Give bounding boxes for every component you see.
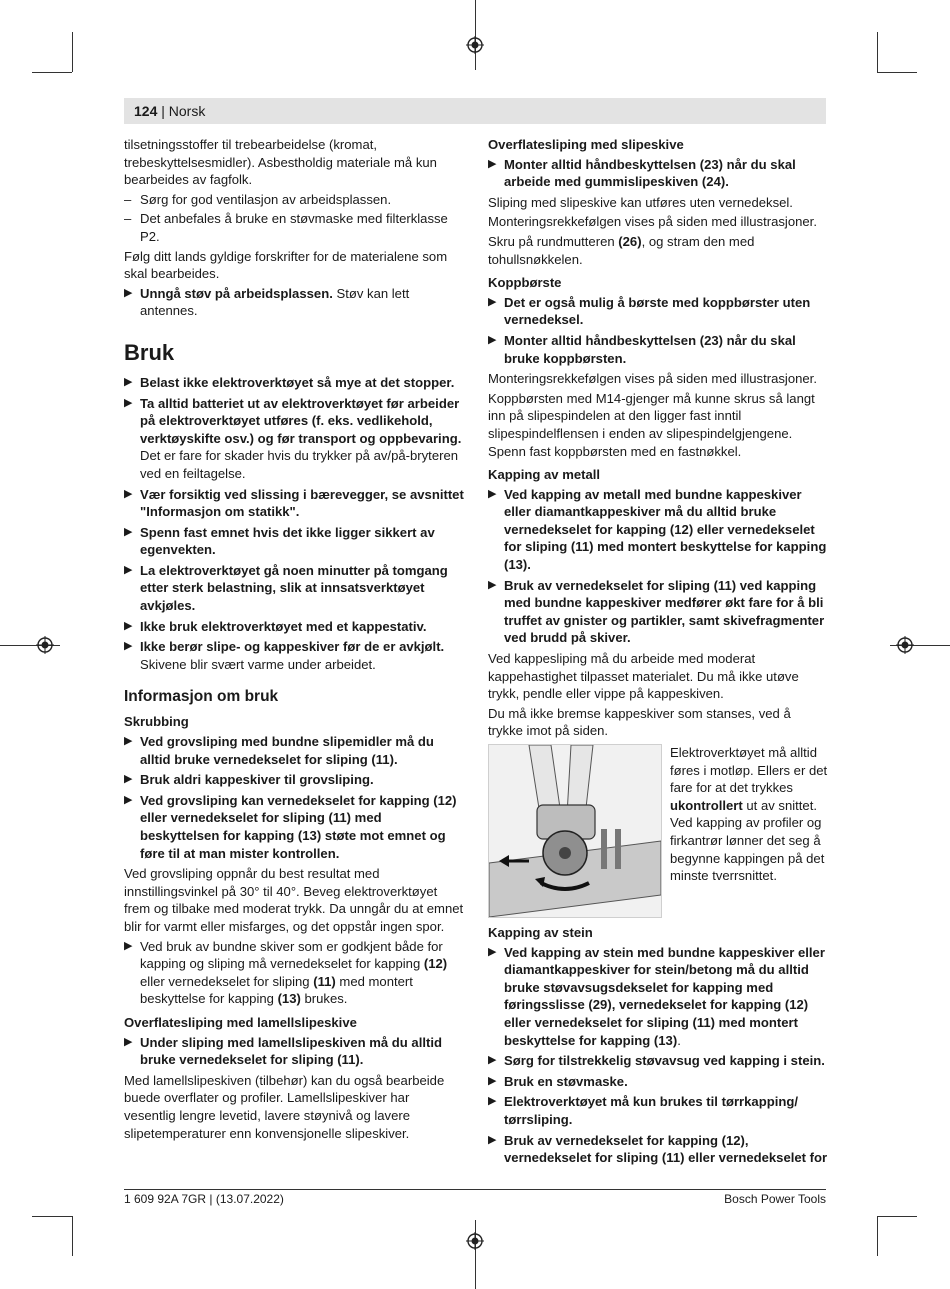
ref-number: (11): [313, 973, 336, 989]
warning-item: [124, 285, 464, 320]
warning-bold: Unngå støv på arbeidsplassen.: [140, 285, 333, 301]
crop-mark: [877, 1216, 917, 1217]
registration-mark-icon: [466, 1232, 484, 1250]
dash-mark: –: [124, 211, 132, 227]
crop-mark: [32, 1216, 72, 1217]
page-header-band: [124, 98, 826, 124]
footer-rule: [124, 1189, 826, 1190]
warning-item: [124, 562, 464, 615]
crop-mark: [475, 1220, 476, 1289]
left-column: [124, 136, 464, 1144]
warning-text: Belast ikke elektroverktøyet så mye at det stopper.: [140, 374, 455, 390]
warning-item: [488, 486, 828, 574]
bullet-icon: ▶: [124, 563, 133, 576]
warning-bold: Ta alltid batteriet ut av elektroverktøyet før arbeider på elektroverktøyet utføres (f. eks. vedlikehold, verktøyskifte osv.) og før transport og oppbevaring.: [140, 395, 462, 446]
warning-text: Ikke bruk elektroverktøyet med et kappestativ.: [140, 618, 427, 634]
warning-text: Ved grovsliping kan vernedekselet for kapping (12) eller vernedekselet for sliping (11) med beskyttelsen for kapping (13) støte mot emnet og føre til at man mister kontrollen.: [140, 792, 457, 861]
bullet-icon: ▶: [488, 1133, 497, 1146]
warning-text: Det er også mulig å børste med koppbørster uten vernedeksel.: [504, 294, 811, 328]
bullet-icon: ▶: [488, 487, 497, 500]
warning-item: [488, 1052, 828, 1070]
warning-text: Bruk av vernedekselet for sliping (11) ved kapping med bundne kappeskiver medfører økt fare for å bli truffet av gnister og partikler, samt skivefragmenter ved brudd på skiver.: [504, 577, 825, 646]
figure-row: [488, 744, 828, 918]
bullet-icon: ▶: [124, 773, 133, 786]
subheading-lamell: Overflatesliping med lamellslipeskive: [124, 1014, 357, 1030]
ref-number: (13): [277, 991, 301, 1007]
warning-item: [488, 1132, 828, 1167]
warning-text: Elektroverktøyet må kun brukes til tørrkapping/ tørrsliping.: [504, 1094, 798, 1127]
bullet-icon: ▶: [488, 578, 497, 591]
info-item: [124, 938, 464, 1008]
warning-text: Det er fare for skader hvis du trykker på av/på-bryteren ved en feiltagelse.: [140, 448, 459, 481]
warning-item: [488, 1093, 828, 1128]
warning-text: Ved kapping av metall med bundne kappeskiver eller diamantkappeskiver må du alltid bruke vernedekselet for kapping (12) eller vernedekselet for sliping (11) med montert beskyttelse for kapping (13).: [504, 486, 827, 573]
dash-text: Sørg for god ventilasjon av arbeidsplassen.: [140, 191, 392, 207]
warning-item: [488, 577, 828, 647]
bullet-icon: ▶: [124, 619, 133, 632]
warning-text: La elektroverktøyet gå noen minutter på tomgang etter sterk belastning, slik at innsatsverktøyet avkjøles.: [140, 562, 448, 614]
bullet-icon: ▶: [124, 1035, 133, 1048]
paragraph: Følg ditt lands gyldige forskrifter for de materialene som skal bearbeides.: [124, 248, 448, 282]
bullet-icon: ▶: [124, 939, 133, 952]
dash-item: [124, 210, 464, 245]
paragraph: Du må ikke bremse kappeskiver som stanses, ved å trykke imot på siden.: [488, 705, 791, 739]
info-text: Ved bruk av bundne skiver som er godkjent både for kapping og sliping må vernedekselet for kapping: [140, 938, 443, 972]
warning-item: [124, 638, 464, 673]
paragraph: Ved kappesliping må du arbeide med moderat kappehastighet tilpasset materialet. Du må ikke utøve trykk, pendle eller vippe på kappeskiven.: [488, 651, 799, 702]
cutting-illustration: [488, 744, 662, 918]
bullet-icon: ▶: [124, 793, 133, 806]
warning-text: Under sliping med lamellslipeskiven må du alltid bruke vernedekselet for sliping (11).: [140, 1034, 442, 1068]
crop-mark: [32, 72, 72, 73]
warning-item: [124, 618, 464, 636]
warning-text: Sørg for tilstrekkelig støvavsug ved kapping i stein.: [504, 1053, 825, 1069]
bullet-icon: ▶: [488, 1074, 497, 1087]
page-header: [134, 103, 205, 119]
subheading-skrubbing: Skrubbing: [124, 714, 189, 730]
paragraph: Ved grovsliping oppnår du best resultat med innstillingsvinkel på 30° til 40°. Beveg elektroverktøyet frem og tilbake med moderat trykk. Da unngår du at emnet blir for varmt eller misfarges, og det oppstår ingen spor.: [124, 866, 464, 934]
bullet-icon: ▶: [488, 1095, 497, 1108]
warning-text: Bruk aldri kappeskiver til grovsliping.: [140, 772, 374, 788]
warning-text: Monter alltid håndbeskyttelsen (23) når du skal arbeide med gummislipeskiven (24).: [504, 156, 796, 190]
warning-item: [124, 792, 464, 862]
crop-mark: [877, 32, 878, 72]
paragraph: Monteringsrekkefølgen vises på siden med illustrasjoner.: [488, 214, 817, 230]
dash-mark: –: [124, 191, 132, 207]
bullet-icon: ▶: [124, 396, 133, 409]
crop-mark: [72, 32, 73, 72]
bullet-icon: ▶: [124, 375, 133, 388]
warning-item: [124, 733, 464, 768]
crop-mark: [877, 1216, 878, 1256]
right-column: [488, 136, 828, 1170]
crop-mark: [475, 0, 476, 70]
dash-text: Det anbefales å bruke en støvmaske med filterklasse P2.: [140, 211, 448, 244]
subheading-stein: Kapping av stein: [488, 925, 593, 940]
crop-mark: [72, 1216, 73, 1256]
bullet-icon: ▶: [124, 735, 133, 748]
warning-bold: Ved kapping av stein med bundne kappeskiver eller diamantkappeskiver for stein/betong må du alltid bruke støvavsugsdekselet for kapping med føringsslisse (29), vernedekselet for kapping (12) eller vernedekselet for sliping (11) med montert beskyttelse for kapping (13): [504, 944, 825, 1048]
registration-mark-icon: [36, 636, 54, 654]
info-text: med montert beskyttelse for kapping: [140, 973, 413, 1007]
info-text: brukes.: [300, 991, 348, 1007]
warning-item: [488, 332, 828, 367]
info-text: eller vernedekselet for sliping: [140, 973, 314, 989]
subheading-metall: Kapping av metall: [488, 467, 601, 483]
warning-item: [124, 771, 464, 789]
text: Elektroverktøyet må alltid føres i motløp. Ellers er det fare for at det trykkes: [670, 745, 828, 796]
warning-text: Ved grovsliping med bundne slipemidler må du alltid bruke vernedekselet for sliping (11).: [140, 734, 434, 767]
warning-item: [124, 486, 464, 521]
paragraph: Sliping med slipeskive kan utføres uten vernedeksel.: [488, 194, 793, 210]
warning-text: Monter alltid håndbeskyttelsen (23) når du skal bruke koppbørsten.: [504, 332, 796, 366]
section-heading-bruk: Bruk: [124, 339, 175, 365]
warning-item: [124, 524, 464, 559]
bullet-icon: ▶: [488, 333, 497, 346]
bullet-icon: ▶: [124, 487, 133, 500]
header-language: Norsk: [168, 103, 206, 119]
warning-text: Bruk av vernedekselet for kapping (12), vernedekselet for sliping (11) eller vernedekselet for: [504, 1132, 828, 1166]
crop-mark: [877, 72, 917, 73]
registration-mark-icon: [896, 636, 914, 654]
text: Skru på rundmutteren: [488, 233, 619, 249]
warning-item: [488, 1073, 828, 1091]
warning-item: [488, 156, 828, 191]
registration-mark-icon: [466, 36, 484, 54]
warning-item: [488, 294, 828, 329]
paragraph: Koppbørsten med M14-gjenger må kunne skrus så langt inn på slipespindelen at den ligger fast inntil slipespindelflensen i enden av slipespindelgjengene. Spenn fast koppbørsten med en fastnøkkel.: [488, 390, 815, 459]
figure-caption: [670, 744, 828, 918]
text: ut av snittet. Ved kapping av profiler og firkantrør lønner det seg å begynne kappingen på det minste tverrsnittet.: [670, 797, 825, 884]
bullet-icon: ▶: [124, 640, 133, 653]
warning-text: Skivene blir svært varme under arbeidet.: [140, 656, 376, 672]
paragraph: [488, 233, 828, 268]
bullet-icon: ▶: [488, 1054, 497, 1067]
dash-item: [124, 191, 464, 209]
bullet-icon: ▶: [124, 286, 133, 299]
warning-text: .: [677, 1032, 681, 1048]
warning-item: [488, 944, 828, 1050]
bullet-icon: ▶: [488, 295, 497, 308]
warning-text: Vær forsiktig ved slissing i bærevegger, se avsnittet "Informasjon om statikk".: [140, 486, 464, 520]
warning-bold: Ikke berør slipe- og kappeskiver før de er avkjølt.: [140, 639, 445, 655]
warning-item: [124, 374, 464, 392]
bullet-icon: ▶: [488, 157, 497, 170]
paragraph: Monteringsrekkefølgen vises på siden med illustrasjoner.: [488, 371, 817, 387]
subheading-overflate: Overflatesliping med slipeskive: [488, 137, 684, 152]
text: , og stram den med tohullsnøkkelen.: [488, 233, 755, 267]
header-separator: |: [157, 103, 169, 119]
warning-text: Støv kan lett antennes.: [140, 285, 410, 319]
warning-text: Bruk en støvmaske.: [504, 1073, 628, 1089]
ref-number: (26): [618, 233, 642, 249]
paragraph: tilsetningsstoffer til trebearbeidelse (kromat, trebeskyttelsesmidler). Asbestholdig materiale må kun bearbeides av fagfolk.: [124, 137, 437, 188]
ref-number: (12): [423, 956, 448, 972]
paragraph: Med lamellslipeskiven (tilbehør) kan du også bearbeide buede overflater og profiler. Lamellslipeskiver har vesentlig lengre levetid, lavere støynivå og lavere slipetemperaturer enn konvensjonelle slipeskiver.: [124, 1072, 445, 1141]
warning-item: [124, 1034, 464, 1069]
section-heading-info: Informasjon om bruk: [124, 688, 279, 706]
warning-text: Spenn fast emnet hvis det ikke ligger sikkert av egenvekten.: [140, 524, 435, 558]
subheading-kopp: Koppbørste: [488, 275, 562, 291]
page-number: 124: [134, 103, 158, 119]
warning-item: [124, 395, 464, 483]
text-bold: ukontrollert: [670, 797, 743, 813]
footer-brand: Bosch Power Tools: [724, 1192, 826, 1206]
bullet-icon: ▶: [488, 945, 497, 958]
footer-doc-id: 1 609 92A 7GR | (13.07.2022): [124, 1192, 284, 1206]
bullet-icon: ▶: [124, 525, 133, 538]
